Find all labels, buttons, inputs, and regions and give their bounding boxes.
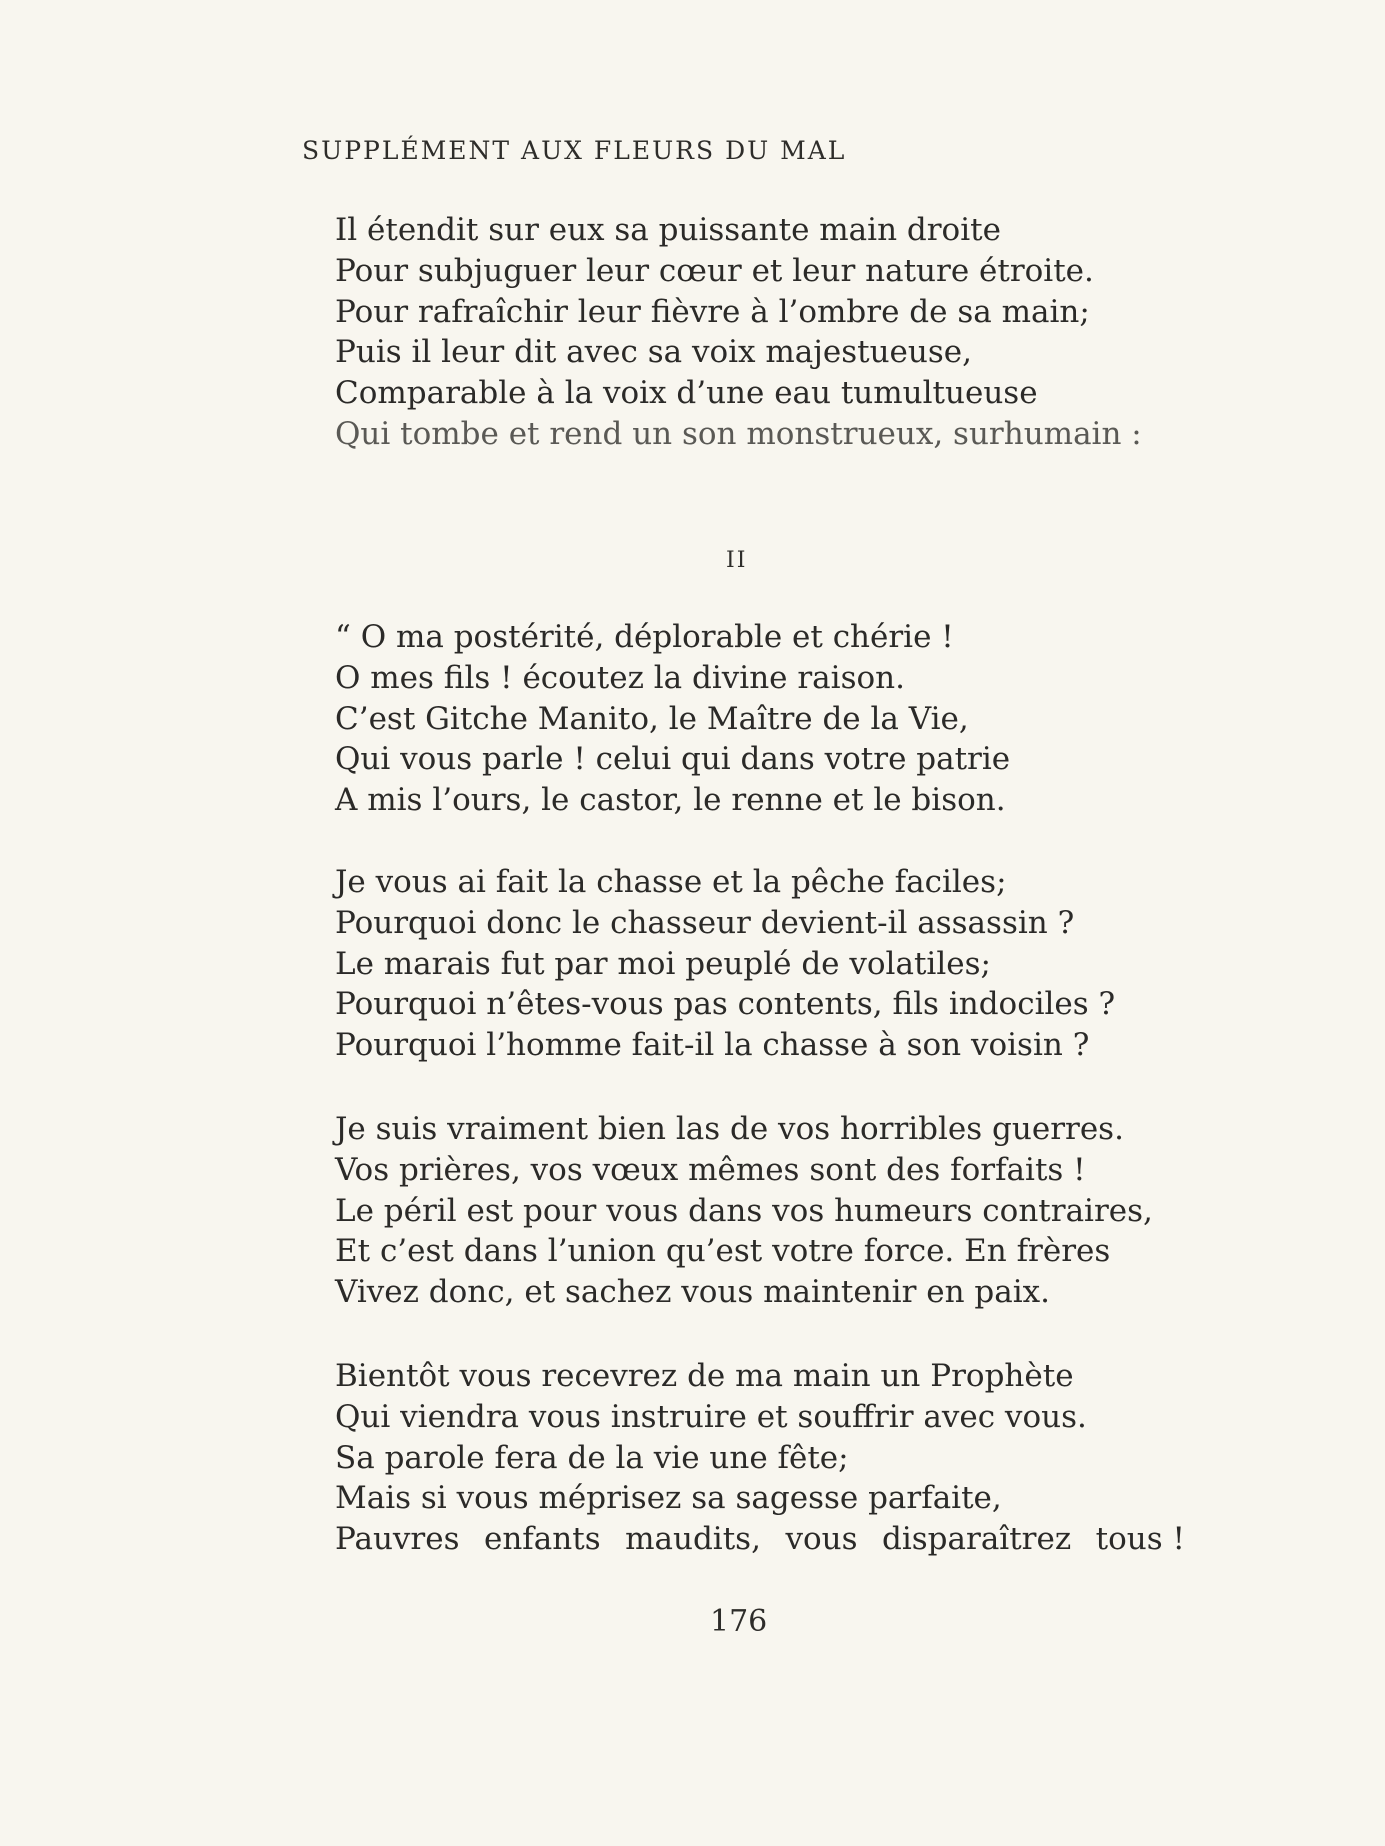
verse-line: Puis il leur dit avec sa voix majestueuse,: [335, 334, 972, 371]
verse-line: Et c’est dans l’union qu’est votre force. En frères: [335, 1233, 1111, 1270]
verse-line: Le marais fut par moi peuplé de volatiles;: [335, 945, 991, 982]
verse-line: Je suis vraiment bien las de vos horribles guerres.: [335, 1111, 1124, 1147]
verse-line: Je vous ai fait la chasse et la pêche faciles;: [335, 864, 1007, 900]
verse-line: “ O ma postérité, déplorable et chérie !: [335, 619, 954, 655]
verse-line-justified: [335, 1519, 1185, 1560]
verse-word: vous: [785, 1521, 858, 1558]
verse-line: Pourquoi n’êtes-vous pas contents, fils indociles ?: [335, 986, 1116, 1023]
verse-line: Vivez donc, et sachez vous maintenir en paix.: [335, 1274, 1051, 1311]
verse-line: Pour subjuguer leur cœur et leur nature étroite.: [335, 252, 1094, 289]
verse-line: Il étendit sur eux sa puissante main droite: [335, 212, 1001, 248]
verse-line: Pour rafraîchir leur fièvre à l’ombre de sa main;: [335, 293, 1090, 330]
verse-word: Pauvres: [335, 1521, 460, 1558]
verse-line: Pourquoi donc le chasseur devient-il assassin ?: [335, 904, 1075, 941]
stanza-3: [335, 862, 1185, 1066]
stanza-5: [335, 1356, 1185, 1560]
stanza-1: [335, 210, 1185, 455]
verse-word: disparaîtrez: [882, 1521, 1072, 1558]
stanza-2: [335, 617, 1185, 821]
verse-line: A mis l’ours, le castor, le renne et le bison.: [335, 782, 1006, 819]
verse-line: Mais si vous méprisez sa sagesse parfaite,: [335, 1480, 1002, 1517]
verse-word: enfants: [484, 1521, 601, 1558]
verse-line: Qui vous parle ! celui qui dans votre patrie: [335, 741, 1011, 778]
verse-line: O mes fils ! écoutez la divine raison.: [335, 659, 905, 696]
running-head: SUPPLÉMENT AUX FLEURS DU MAL: [302, 136, 847, 165]
verse-line: Bientôt vous recevrez de ma main un Prophète: [335, 1358, 1074, 1394]
verse-line: Le péril est pour vous dans vos humeurs contraires,: [335, 1192, 1153, 1229]
verse-line: Sa parole fera de la vie une fête;: [335, 1439, 849, 1476]
verse-line: Qui tombe et rend un son monstrueux, surhumain :: [335, 415, 1142, 452]
verse-word: maudits,: [625, 1521, 761, 1558]
verse-line: C’est Gitche Manito, le Maître de la Vie,: [335, 700, 969, 737]
verse-line: Pourquoi l’homme fait-il la chasse à son voisin ?: [335, 1027, 1090, 1064]
verse-line: Comparable à la voix d’une eau tumultueuse: [335, 375, 1038, 412]
section-numeral: II: [726, 548, 748, 573]
stanza-4: [335, 1109, 1185, 1313]
verse-line: Qui viendra vous instruire et souffrir avec vous.: [335, 1398, 1087, 1435]
verse-word: tous !: [1095, 1521, 1185, 1558]
page-number: 176: [710, 1604, 768, 1639]
verse-line: Vos prières, vos vœux mêmes sont des forfaits !: [335, 1151, 1086, 1188]
